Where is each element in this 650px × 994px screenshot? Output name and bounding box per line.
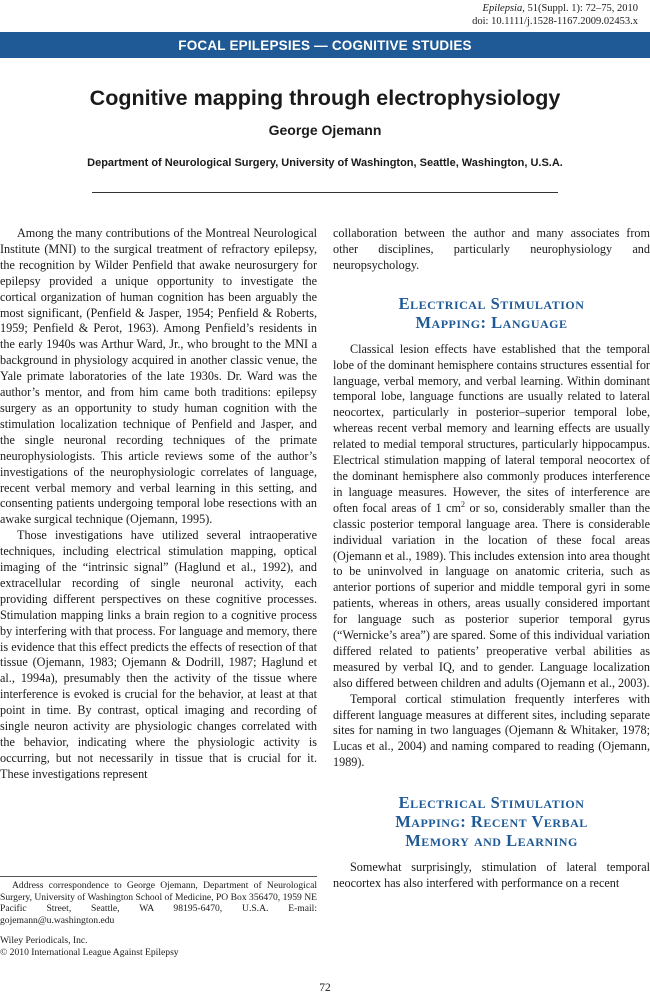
paragraph-continued: collaboration between the author and many associates from other disciplines, particularly neurophysiology and neuropsychology.: [333, 226, 650, 272]
copyright-notice: © 2010 International League Against Epilepsy: [0, 946, 179, 958]
heading-line: Mapping: Recent Verbal: [395, 812, 588, 832]
title-divider: [92, 192, 558, 193]
paragraph-intro: Among the many contributions of the Montreal Neurological Institute (MNI) to the surgical treatment of refractory epilepsy, the recognition by Wilder Penfield that awake neurosurgery for epilepsy provided a unique opportunity to investigate the cortical organization of human cognition has been arguably the most significant, (Penfield & Jasper, 1954; Penfield & Roberts, 1959; Penfield & Perot, 1963). Among Penfield’s residents in the early 1940s was Arthur Ward, Jr., who brought to the MNI a background in physiology acquired in another classic venue, the Yale primate laboratories of the late 1930s. Dr. Ward was the author’s mentor, and from him came both traditions: epilepsy surgery as an opportunity to study human cognition with the stimulation localization technique of Penfield and Jasper, and the single neuronal recording techniques of the primate neurophysiologists. This article reviews some of the author’s investigations of the neurophysiologic correlates of language, recent verbal memory and verbal learning in this setting, and consenting patients undergoing temporal lobe resections with an awake surgical technique (Ojemann, 1995).: [0, 226, 317, 527]
section-banner: FOCAL EPILEPSIES — COGNITIVE STUDIES: [0, 32, 650, 58]
superscript: 2: [461, 499, 465, 509]
heading-line: Electrical Stimulation: [398, 293, 585, 313]
journal-reference: [472, 2, 638, 28]
paragraph-techniques: Those investigations have utilized several intraoperative techniques, including electrical stimulation mapping, optical imaging of the “intrinsic signal” (Haglund et al., 1992), and extracellular recording of single neuronal activity, each providing different perspectives on these cognitive processes. Stimulation mapping links a brain region to a cognitive process by interfering with that process. For language and memory, there is evidence that this effect predicts the effects of resection of that tissue (Ojemann, 1983; Ojemann & Dodrill, 1987; Haglund et al., 1994a), presumably then the activity of the tissue where interference is evoked is crucial for the behavior, at least at that point in time. By contrast, optical imaging and recording of single neuron activity are physiologic changes correlated with the behavior, indicating where the physiologic activity is occurring, but not necessarily in tissue that is crucial for it. These investigations represent: [0, 528, 317, 781]
text-run: or so, considerably smaller than the classic posterior temporal language area. There is considerable individual variation in the location of these focal areas (Ojemann et al., 1989). This includes extension into area thought to be uninvolved in language on anatomic criteria, such as anterior portions of superior and middle temporal gyri in some patients, whereas in others, areas usually considered important for language such as posterior superior temporal gyrus (“Wernicke’s area”) are spared. Some of this individual variation differed related to patients’ preoperative verbal abilities as measured by verbal IQ, and to gender. Language localization also differed between children and adults (Ojemann et al., 2003).: [333, 500, 650, 690]
footnote-divider: [0, 876, 317, 877]
paragraph-lesion-effects: [333, 342, 650, 692]
correspondence-footnote: [0, 880, 317, 926]
text-run: Classical lesion effects have established that the temporal lobe of the dominant hemisphere contains structures essential for language, verbal memory, and verbal learning. Within dominant temporal lobe, language functions are usually related to lateral neocortex, particularly in posterior–superior temporal lobe, whereas recent verbal memory and learning effects are usually related to medial temporal structures, particularly hippocampus. Electrical stimulation mapping of lateral temporal neocortex of the dominant hemisphere also commonly produces interference in language measures. However, the sites of interference are often focal areas of 1 cm: [333, 341, 650, 515]
author-name: George Ojemann: [268, 122, 382, 138]
heading-line: Electrical Stimulation: [398, 793, 585, 813]
author-affiliation: Department of Neurological Surgery, University of Washington, Seattle, Washington, U.S.A.: [87, 157, 563, 169]
footnote-text: Address correspondence to George Ojemann, Department of Neurological Surgery, University of Washington School of Medicine, PO Box 356470, 1959 NE Pacific Street, Seattle, WA 98195-6470, U.S.A. E-mail: gojemann@u.washington.edu: [0, 880, 317, 926]
heading-line: Mapping: Language: [415, 312, 568, 332]
paragraph-memory: Somewhat surprisingly, stimulation of lateral temporal neocortex has also interfered with performance on a recent: [333, 860, 650, 891]
paragraph-stimulation-interference: Temporal cortical stimulation frequently interferes with different language measures at different sites, including separate sites for naming in two languages (Ojemann & Whitaker, 1978; Lucas et al., 2004) and naming compared to reading (Ojemann, 1989).: [333, 691, 650, 770]
journal-name: Epilepsia: [482, 3, 523, 14]
section-heading-memory: [333, 793, 650, 850]
page-number: 72: [319, 982, 331, 994]
doi: doi: 10.1111/j.1528-1167.2009.02453.x: [472, 16, 638, 27]
left-column: [0, 226, 317, 783]
section-heading-language: [333, 294, 650, 332]
right-column: [333, 226, 650, 892]
journal-citation: , 51(Suppl. 1): 72–75, 2010: [522, 3, 638, 14]
publisher-info: [0, 935, 317, 958]
heading-line: Memory and Learning: [405, 831, 578, 851]
article-title: Cognitive mapping through electrophysiology: [89, 86, 561, 110]
publisher-name: Wiley Periodicals, Inc.: [0, 935, 88, 946]
